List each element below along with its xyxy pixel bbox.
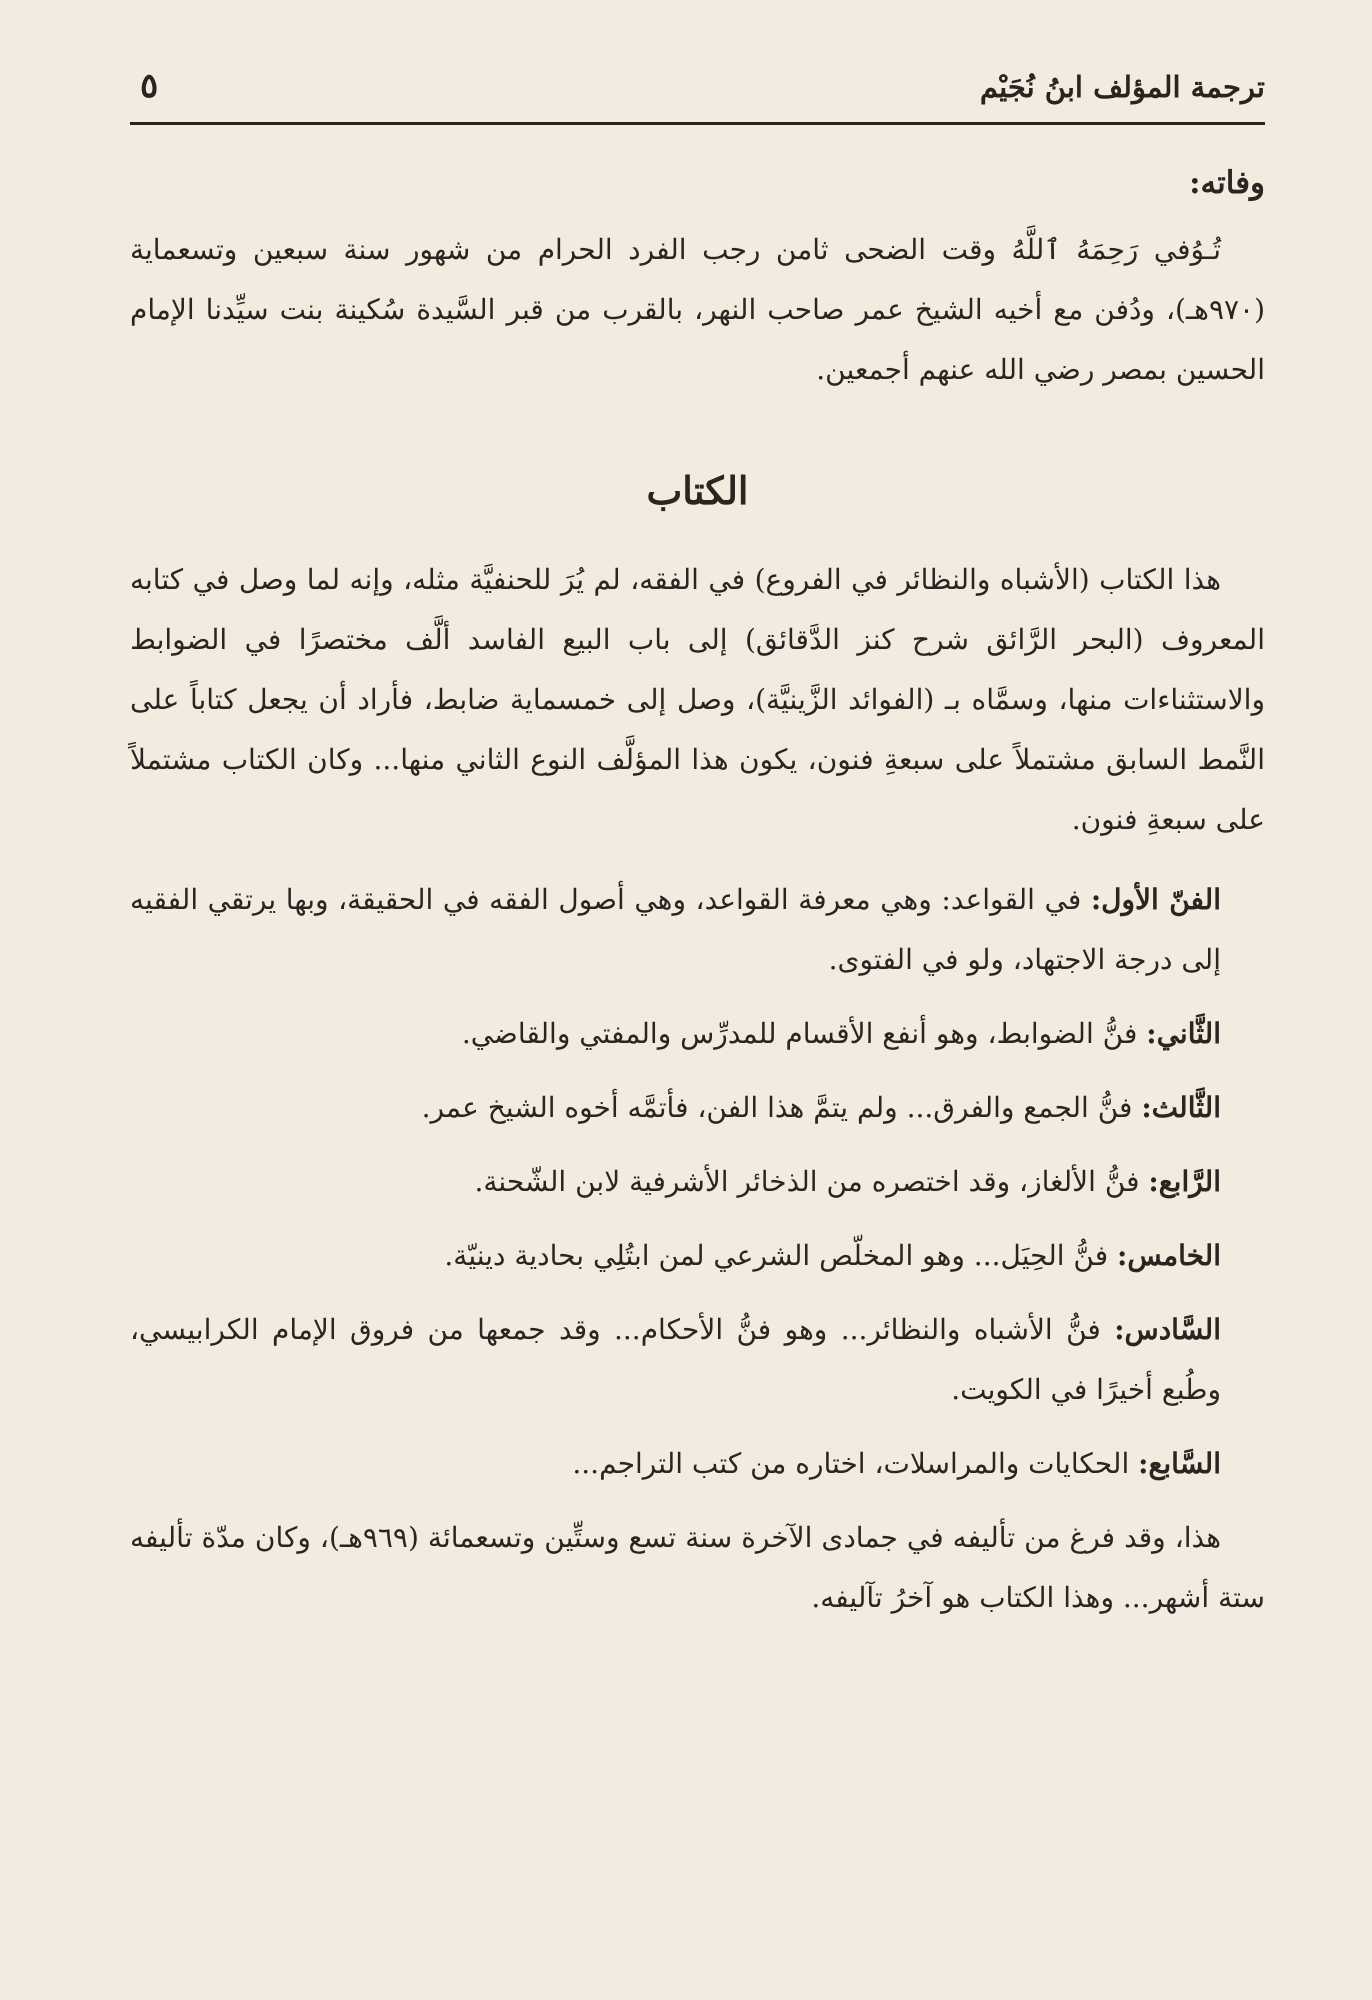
art-item-fourth: [130, 1152, 1265, 1212]
art-item-lead: الثَّاني:: [1146, 1017, 1221, 1050]
art-item-seventh: [130, 1434, 1265, 1494]
art-item-lead: الفنّ الأول:: [1090, 883, 1221, 916]
art-item-first: [130, 870, 1265, 990]
art-item-fifth: [130, 1226, 1265, 1286]
art-item-second: [130, 1004, 1265, 1064]
book-title: الكتاب: [646, 468, 749, 513]
page-header: [130, 62, 1265, 124]
art-item-text: فنُّ الأشباه والنظائر... وهو فنُّ الأحكام... وقد جمعها من فروق الإمام الكرابيسي، وطُبع أخيرًا في الكويت.: [130, 1313, 1221, 1406]
running-head: ترجمة المؤلف ابنُ نُجَيْم: [979, 70, 1265, 104]
art-item-lead: السَّادس:: [1114, 1313, 1221, 1346]
book-intro-paragraph: هذا الكتاب (الأشباه والنظائر في الفروع) في الفقه، لم يُرَ للحنفيَّة مثله، وإنه لما وصل في كتابه المعروف (البحر الرَّائق شرح كنز الدَّقائق) إلى باب البيع الفاسد ألَّف مختصرًا في الضوابط والاستثناءات منها، وسمَّاه بـ (الفوائد الزَّينيَّة)، وصل إلى خمسماية ضابط، فأراد أن يجعل كتاباً على النَّمط السابق مشتملاً على سبعةِ فنون، يكون هذا المؤلَّف النوع الثاني منها... وكان الكتاب مشتملاً على سبعةِ فنون.: [130, 563, 1265, 836]
death-paragraph: تُـوُفي رَحِمَهُ ٱللَّهُ وقت الضحى ثامن رجب الفرد الحرام من شهور سنة سبعين وتسعماية (٩٧٠هـ)، ودُفن مع أخيه الشيخ عمر صاحب النهر، بالقرب من قبر السَّيدة سُكينة بنت سيِّدنا الإمام الحسين بمصر رضي الله عنهم أجمعين.: [130, 233, 1265, 386]
art-item-lead: الخامس:: [1117, 1239, 1221, 1272]
art-item-text: فنُّ الجمع والفرق... ولم يتمَّ هذا الفن، فأتمَّه أخوه الشيخ عمر.: [421, 1091, 1142, 1124]
header-rule: [130, 122, 1265, 125]
art-item-text: فنُّ الألغاز، وقد اختصره من الذخائر الأشرفية لابن الشّحنة.: [474, 1165, 1149, 1198]
page-body: [130, 158, 1265, 1628]
art-item-text: فنُّ الضوابط، وهو أنفع الأقسام للمدرِّس والمفتي والقاضي.: [461, 1017, 1147, 1050]
book-closing-paragraph: هذا، وقد فرغ من تأليفه في جمادى الآخرة سنة تسع وستِّين وتسعمائة (٩٦٩هـ)، وكان مدّة تأليفه ستة أشهر... وهذا الكتاب هو آخرُ تآليفه.: [130, 1521, 1265, 1614]
book-section: [130, 464, 1265, 1628]
death-heading: وفاته:: [1189, 165, 1265, 201]
art-item-lead: الثَّالث:: [1141, 1091, 1221, 1124]
art-item-lead: الرَّابع:: [1148, 1165, 1221, 1198]
death-section: [130, 158, 1265, 400]
art-item-sixth: [130, 1300, 1265, 1420]
art-item-text: فنُّ الحِيَل... وهو المخلّص الشرعي لمن ابتُلِي بحادية دينيّة.: [444, 1239, 1118, 1272]
art-item-lead: السَّابع:: [1138, 1447, 1221, 1480]
art-item-text: الحكايات والمراسلات، اختاره من كتب التراجم...: [572, 1447, 1139, 1480]
page-number: ٥: [140, 66, 159, 106]
art-item-third: [130, 1078, 1265, 1138]
art-item-text: في القواعد: وهي معرفة القواعد، وهي أصول الفقه في الحقيقة، وبها يرتقي الفقيه إلى درجة الاجتهاد، ولو في الفتوى.: [130, 883, 1221, 976]
